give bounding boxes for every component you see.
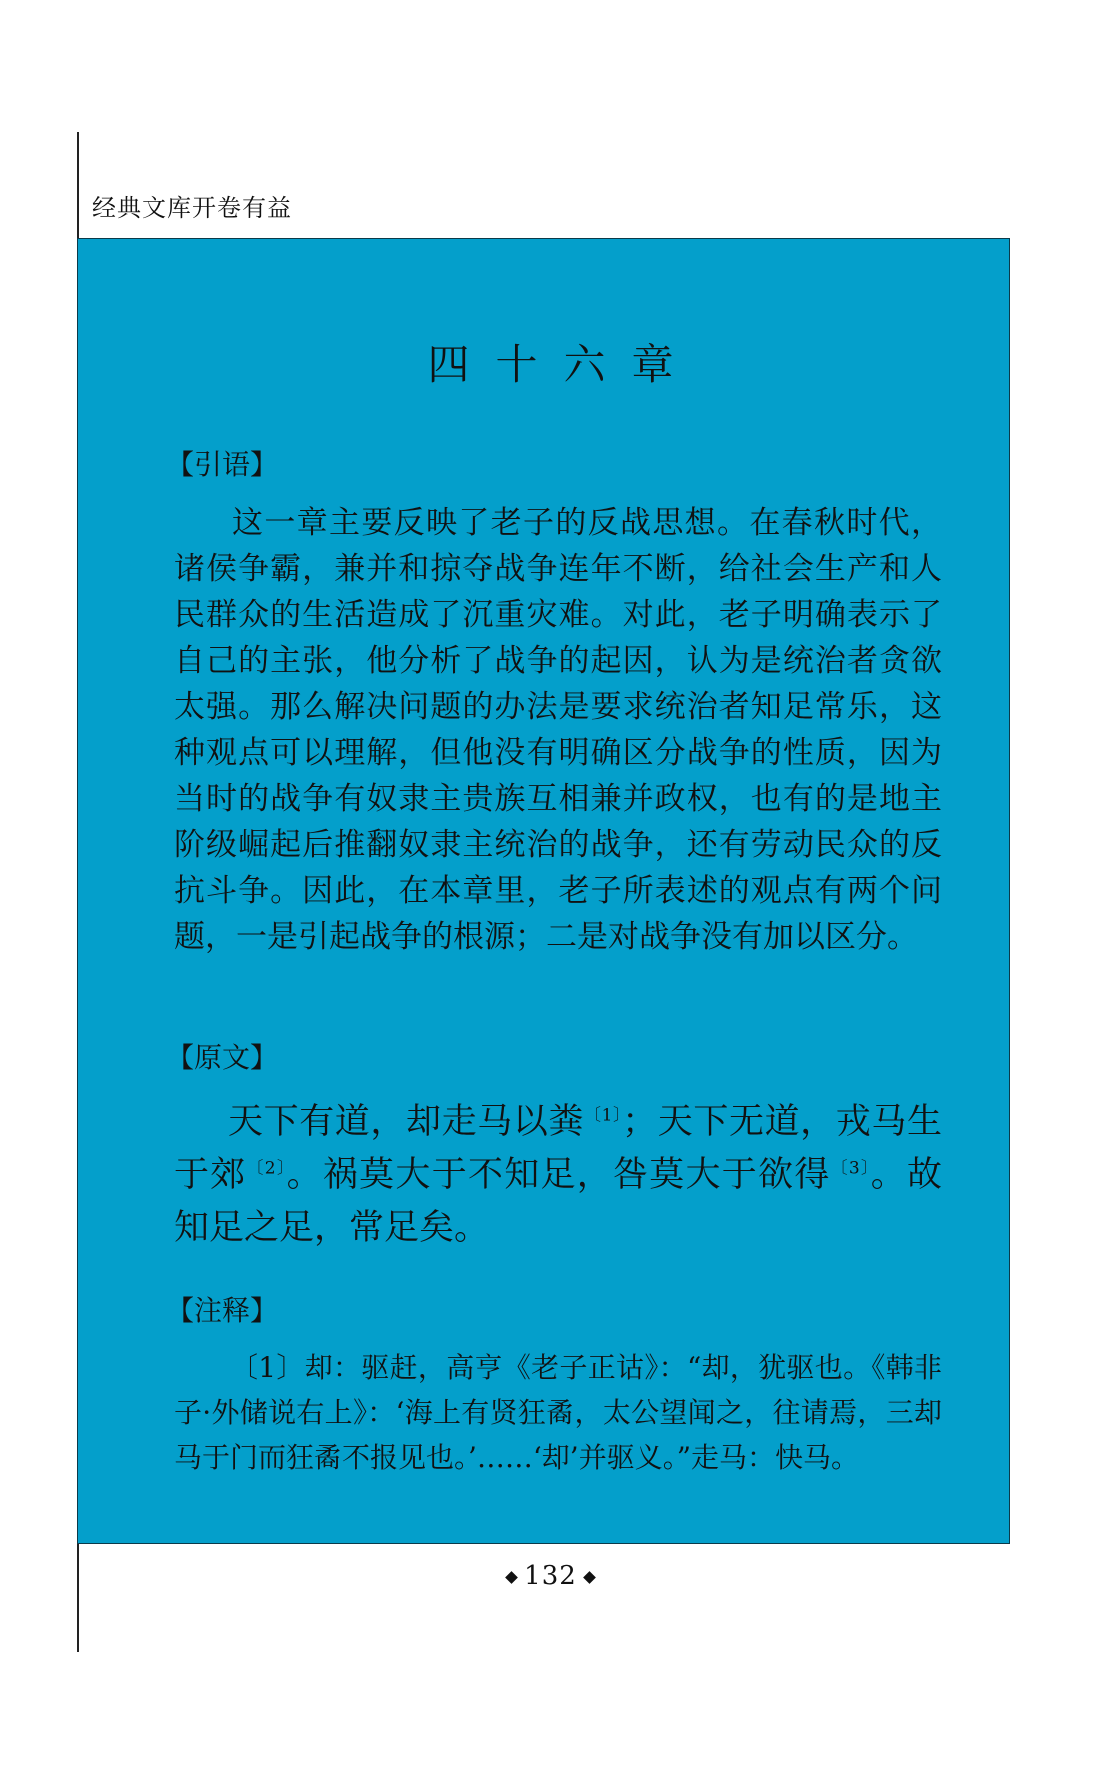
footnote-marker-1: 〔1〕: [584, 1105, 623, 1126]
footnote-marker-3: 〔3〕: [830, 1158, 871, 1179]
page-footer: [0, 1560, 1101, 1592]
series-title: 经典文库开卷有益: [92, 194, 292, 222]
diamond-icon: [583, 1571, 596, 1584]
original-text-part2: ；天下无道，戎马生于郊: [174, 1102, 942, 1195]
original-text-part4: 。故知足之足，常足矣。: [174, 1155, 942, 1248]
notes-label: 【注释】: [166, 1294, 279, 1327]
chapter-title: 四十六章: [427, 340, 700, 389]
original-text: [174, 1096, 942, 1255]
intro-text: 这一章主要反映了老子的反战思想。在春秋时代，诸侯争霸，兼并和掠夺战争连年不断，给社会生产和人民群众的生活造成了沉重灾难。对此，老子明确表示了自己的主张，他分析了战争的起因，认为是统治者贪欲太强。那么解决问题的办法是要求统治者知足常乐，这种观点可以理解，但他没有明确区分战争的性质，因为当时的战争有奴隶主贵族互相兼并政权，也有的是地主阶级崛起后推翻奴隶主统治的战争，还有劳动民众的反抗斗争。因此，在本章里，老子所表述的观点有两个问题，一是引起战争的根源；二是对战争没有加以区分。: [174, 505, 942, 955]
footnote-marker-2: 〔2〕: [246, 1158, 287, 1179]
diamond-icon: [505, 1571, 518, 1584]
original-text-part1: 天下有道，却走马以粪: [228, 1102, 585, 1142]
intro-label: 【引语】: [166, 448, 279, 481]
notes-text: 〔1〕却：驱赶，高亨《老子正诂》：“却，犹驱也。《韩非子·外储说右上》：‘海上有贤狂矞，太公望闻之，往请焉，三却马于门而狂矞不报见也。’……‘却’并驱义。”走马：快马。: [174, 1351, 942, 1474]
original-text-part3: 。祸莫大于不知足，咎莫大于欲得: [286, 1155, 831, 1195]
original-label: 【原文】: [166, 1041, 279, 1074]
page-number: 132: [524, 1561, 577, 1591]
